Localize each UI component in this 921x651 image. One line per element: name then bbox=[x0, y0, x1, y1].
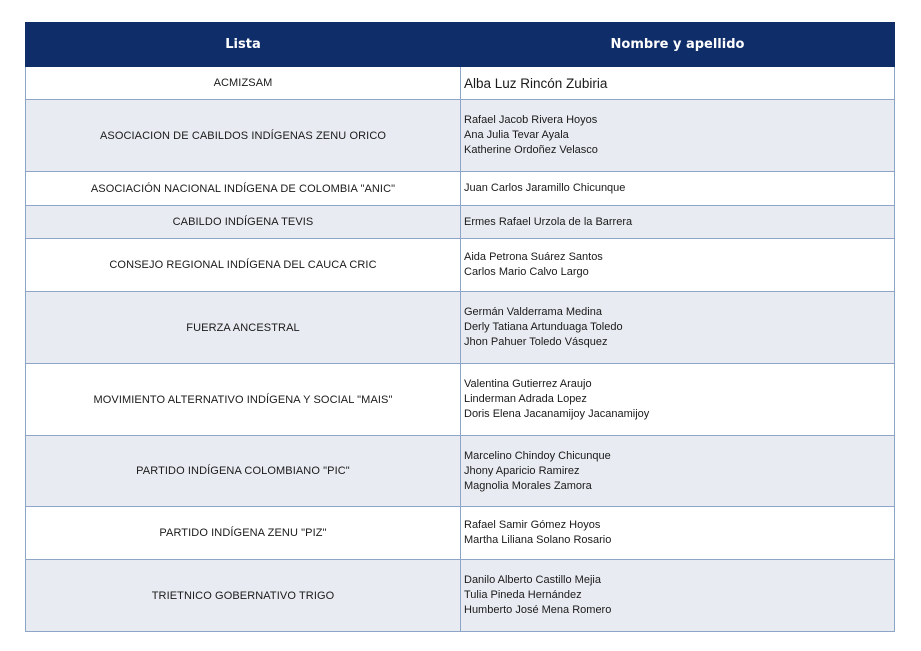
lista-cell: MOVIMIENTO ALTERNATIVO INDÍGENA Y SOCIAL "MAIS" bbox=[26, 364, 461, 436]
candidate-name: Ermes Rafael Urzola de la Barrera bbox=[464, 215, 633, 228]
candidate-name: Carlos Mario Calvo Largo bbox=[464, 266, 589, 278]
header-nombre: Nombre y apellido bbox=[461, 23, 895, 67]
nombre-cell bbox=[461, 364, 895, 436]
nombre-cell bbox=[461, 239, 895, 292]
lista-cell: TRIETNICO GOBERNATIVO TRIGO bbox=[26, 560, 461, 632]
lista-cell: ASOCIACION DE CABILDOS INDÍGENAS ZENU ORICO bbox=[26, 100, 461, 172]
table-row bbox=[26, 206, 895, 239]
table-body bbox=[26, 67, 895, 632]
lista-cell: CABILDO INDÍGENA TEVIS bbox=[26, 206, 461, 239]
candidate-name: Linderman Adrada Lopez bbox=[464, 393, 587, 405]
candidate-name: Alba Luz Rincón Zubiria bbox=[464, 75, 608, 91]
nombre-cell bbox=[461, 67, 895, 100]
nombre-cell bbox=[461, 436, 895, 507]
table-row bbox=[26, 507, 895, 560]
lista-cell: PARTIDO INDÍGENA COLOMBIANO "PIC" bbox=[26, 436, 461, 507]
lista-cell: CONSEJO REGIONAL INDÍGENA DEL CAUCA CRIC bbox=[26, 239, 461, 292]
candidate-name: Rafael Samir Gómez Hoyos bbox=[464, 519, 601, 531]
nombre-cell bbox=[461, 172, 895, 206]
candidates-table bbox=[25, 22, 895, 632]
table-row bbox=[26, 239, 895, 292]
table-row bbox=[26, 67, 895, 100]
table-row bbox=[26, 292, 895, 364]
header-lista: Lista bbox=[26, 23, 461, 67]
table-row bbox=[26, 560, 895, 632]
candidate-name: Valentina Gutierrez Araujo bbox=[464, 378, 592, 390]
candidate-name: Magnolia Morales Zamora bbox=[464, 479, 592, 492]
table-header-row bbox=[26, 23, 895, 67]
lista-cell: FUERZA ANCESTRAL bbox=[26, 292, 461, 364]
candidate-name: Tulia Pineda Hernández bbox=[464, 589, 582, 601]
candidate-name: Jhony Aparicio Ramirez bbox=[464, 464, 580, 477]
candidate-name: Katherine Ordoñez Velasco bbox=[464, 144, 598, 156]
nombre-cell bbox=[461, 292, 895, 364]
candidate-name: Aida Petrona Suárez Santos bbox=[464, 251, 603, 263]
candidate-name: Marcelino Chindoy Chicunque bbox=[464, 449, 611, 462]
candidate-name: Ana Julia Tevar Ayala bbox=[464, 129, 569, 141]
candidate-name: Humberto José Mena Romero bbox=[464, 604, 612, 616]
table-row bbox=[26, 436, 895, 507]
candidate-name: Martha Liliana Solano Rosario bbox=[464, 534, 612, 546]
table-row bbox=[26, 364, 895, 436]
nombre-cell bbox=[461, 100, 895, 172]
candidate-name: Derly Tatiana Artunduaga Toledo bbox=[464, 321, 623, 333]
candidate-name: Jhon Pahuer Toledo Vásquez bbox=[464, 336, 608, 348]
table-row bbox=[26, 172, 895, 206]
lista-cell: ASOCIACIÓN NACIONAL INDÍGENA DE COLOMBIA "ANIC" bbox=[26, 172, 461, 206]
nombre-cell bbox=[461, 507, 895, 560]
nombre-cell bbox=[461, 206, 895, 239]
candidate-name: Germán Valderrama Medina bbox=[464, 306, 602, 318]
nombre-cell bbox=[461, 560, 895, 632]
candidate-name: Juan Carlos Jaramillo Chicunque bbox=[464, 182, 626, 194]
candidate-name: Rafael Jacob Rivera Hoyos bbox=[464, 114, 598, 126]
table-row bbox=[26, 100, 895, 172]
lista-cell: ACMIZSAM bbox=[26, 67, 461, 100]
lista-cell: PARTIDO INDÍGENA ZENU "PIZ" bbox=[26, 507, 461, 560]
candidate-name: Danilo Alberto Castillo Mejia bbox=[464, 574, 601, 586]
candidate-name: Doris Elena Jacanamijoy Jacanamijoy bbox=[464, 408, 650, 420]
